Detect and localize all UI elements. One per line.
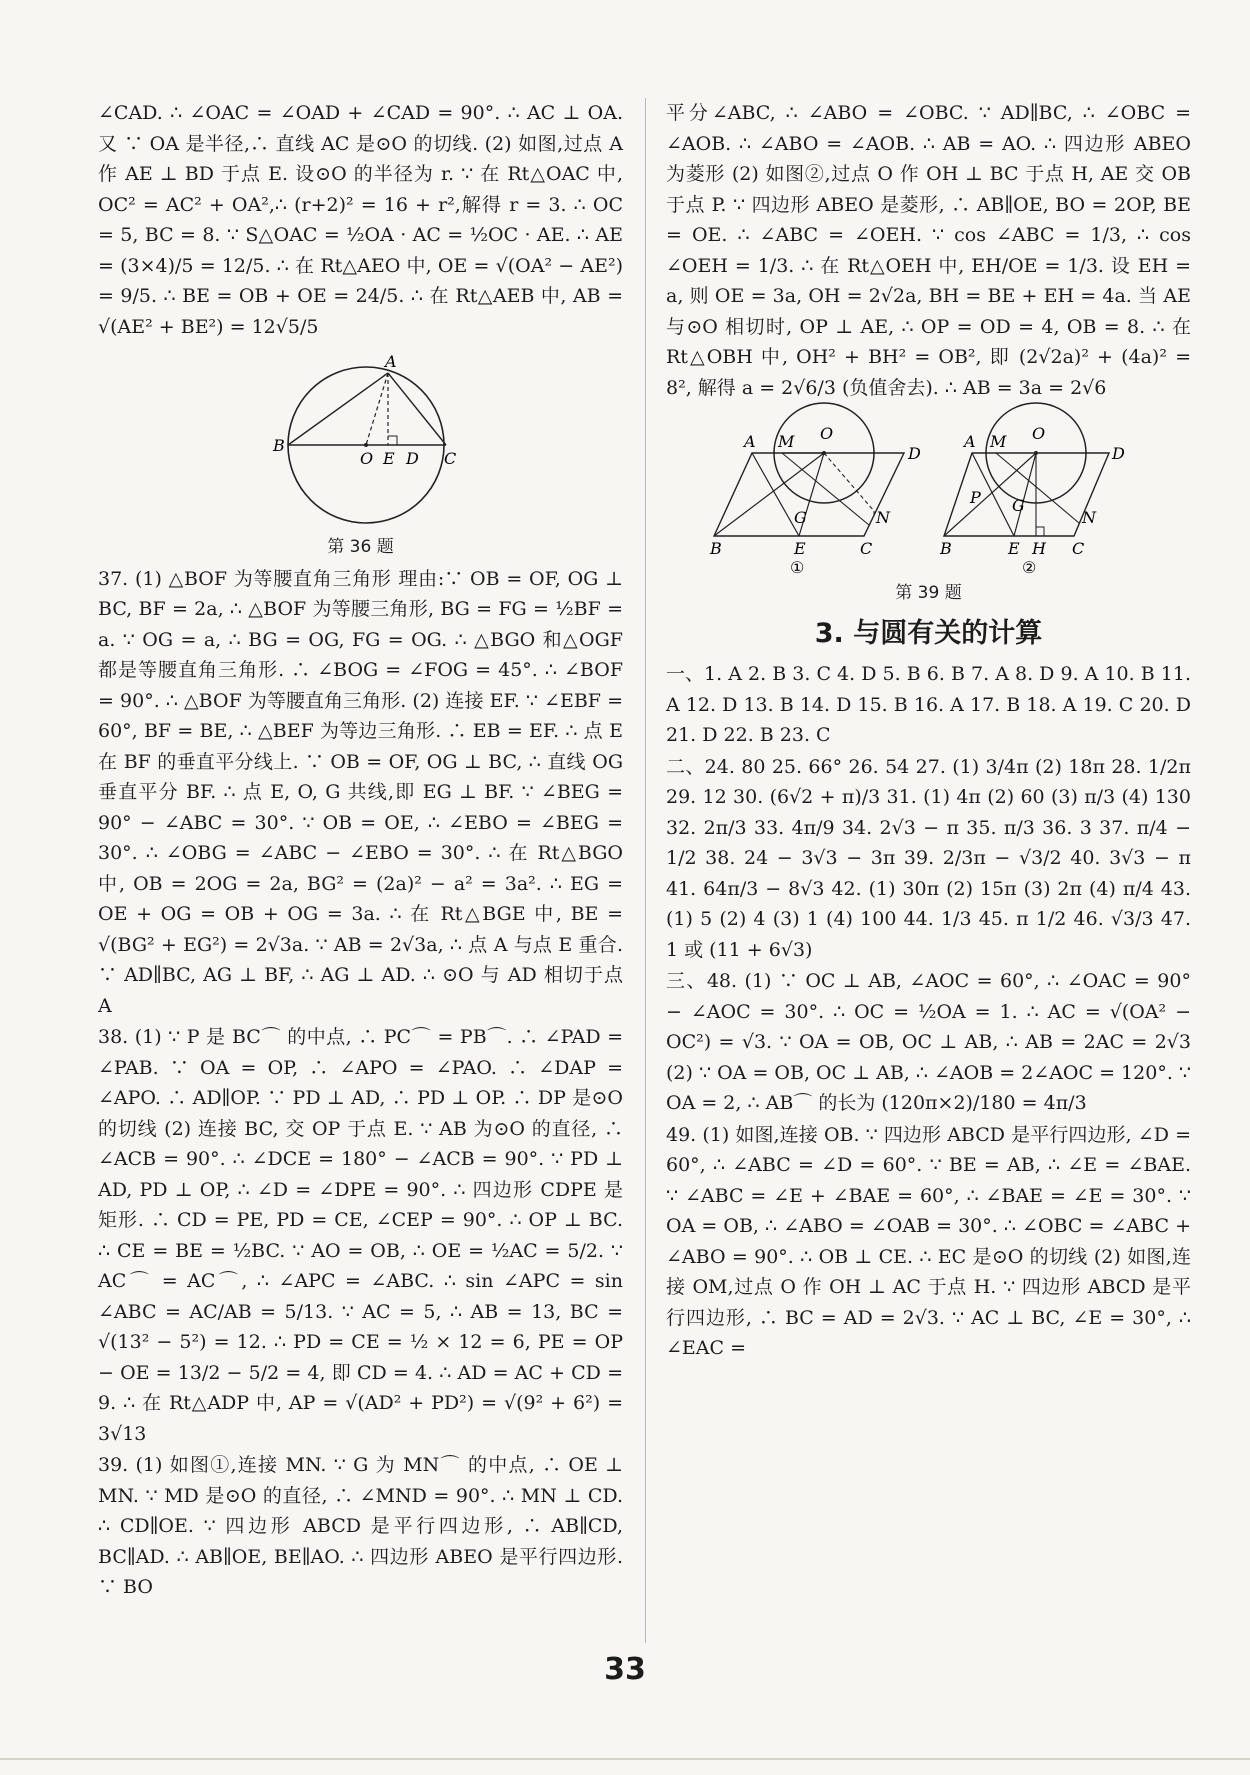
fig39-2-label-E: E [1007,539,1020,558]
fig39-1-label-G: G [793,508,807,527]
fig39-part-2-number: ② [1021,558,1036,577]
fig36-label-O: O [359,449,373,468]
fig39-1-label-E: E [793,539,806,558]
page-number: 33 [604,1652,646,1687]
column-divider [645,98,646,1643]
fig36-label-B: B [272,436,285,455]
answers-multiple-choice: 一、1. A 2. B 3. C 4. D 5. B 6. B 7. A 8. D 9. A 10. B 11. A 12. D 13. B 14. D 15. B 16. A 17. B 18. A 19. C 20. D 21. D 22. B 23. C [666,663,1191,746]
fig39-1-label-M: M [777,432,794,451]
section-title: 3. 与圆有关的计算 [814,617,1043,649]
fig36-label-E: E [382,449,395,468]
fig39-2-label-C: C [1071,539,1084,558]
figure-39-caption: 第 39 题 [895,583,962,603]
figure-36-caption: 第 36 题 [327,537,394,557]
fig39-1-label-D: D [907,444,921,463]
fig39-1-label-C: C [859,539,872,558]
right-column [666,98,1191,1365]
fig36-label-C: C [443,449,456,468]
figure-36-diagram [246,350,476,530]
fig39-2-label-O: O [1031,424,1045,443]
fig39-1-label-N: N [875,508,890,527]
answer-49-text: 49. (1) 如图,连接 OB. ∵ 四边形 ABCD 是平行四边形, ∠D = 60°, ∴ ∠ABC = ∠D = 60°. ∵ BE = AB, ∴ ∠E = ∠BAE. ∵ ∠ABC = ∠E + ∠BAE = 60°, ∴ ∠BAE = ∠E = 30°. ∵ OA = OB, ∴ ∠ABO = ∠OAB = 30°. ∴ ∠OBC = ∠ABC + ∠ABO = 90°. ∴ OB ⊥ CE. ∴ EC 是⊙O 的切线 (2) 如图,连接 OM,过点 O 作 OH ⊥ AC 于点 H. ∵ 四边形 ABCD 是平行四边形, ∴ BC = AD = 2√3. ∵ AC ⊥ BC, ∠E = 30°, ∴ ∠EAC = [666,1123,1191,1359]
fig39-part-1-number: ① [789,558,804,577]
left-column [98,98,623,1604]
answer-48-text: 三、48. (1) ∵ OC ⊥ AB, ∠AOC = 60°, ∴ ∠OAC = 90° − ∠AOC = 30°. ∴ OC = ½OA = 1. ∴ AC = √(OA² − OC²) = √3. ∵ OA = OB, OC ⊥ AB, ∴ AB = 2AC = 2√3 (2) ∵ OA = OB, OC ⊥ AB, ∴ ∠AOB = 2∠AOC = 120°. ∵ OA = 2, ∴ AB⌒ 的长为 (120π×2)/180 = 4π/3 [666,970,1191,1114]
fig39-2-label-D: D [1111,444,1125,463]
fig39-2-label-N: N [1081,508,1096,527]
fig39-2-label-B: B [939,539,952,558]
fig39-1-label-B: B [709,539,722,558]
fig39-1-label-A: A [743,432,756,451]
fig39-2-label-P: P [969,488,981,507]
fig36-label-A: A [384,352,397,371]
fig39-2-label-H: H [1031,539,1046,558]
answer-38-text: 38. (1) ∵ P 是 BC⌒ 的中点, ∴ PC⌒ = PB⌒. ∴ ∠PAD = ∠PAB. ∵ OA = OP, ∴ ∠APO = ∠PAO. ∴ ∠DAP = ∠APO. ∴ AD∥OP. ∵ PD ⊥ AD, ∴ PD ⊥ OP. ∴ DP 是⊙O 的切线 (2) 连接 BC, 交 OP 于点 E. ∵ AB 为⊙O 的直径, ∴ ∠ACB = 90°. ∴ ∠DCE = 180° − ∠ACB = 90°. ∵ PD ⊥ AD, PD ⊥ OP, ∴ ∠D = ∠DPE = 90°. ∴ 四边形 CDPE 是矩形. ∴ CD = PE, PD = CE, ∠CEP = 90°. ∴ OP ⊥ BC. ∴ CE = BE = ½BC. ∵ AO = OB, ∴ OE = ½AC = 5/2. ∵ AC⌒ = AC⌒, ∴ ∠APC = ∠ABC. ∴ sin ∠APC = sin ∠ABC = AC/AB = 5/13. ∵ AC = 5, ∴ AB = 13, BC = √(13² − 5²) = 12. ∴ PD = CE = ½ × 12 = 6, PE = OP − OE = 13/2 − 5/2 = 4, 即 CD = 4. ∴ AD = AC + CD = 9. ∴ 在 Rt△ADP 中, AP = √(AD² + PD²) = √(9² + 6²) = 3√13 [98,1026,623,1445]
fig39-1-label-O: O [819,424,833,443]
fig39-2-label-G: G [1011,496,1025,515]
answer-37-text: 37. (1) △BOF 为等腰直角三角形 理由:∵ OB = OF, OG ⊥ BC, BF = 2a, ∴ △BOF 为等腰三角形, BG = FG = ½BF = a. ∵ OG = a, ∴ BG = OG, FG = OG. ∴ △BGO 和△OGF 都是等腰直角三角形. ∴ ∠BOG = ∠FOG = 45°. ∴ ∠BOF = 90°. ∴ △BOF 为等腰直角三角形. (2) 连接 EF. ∵ ∠EBF = 60°, BF = BE, ∴ △BEF 为等边三角形. ∴ EB = EF. ∴ 点 E 在 BF 的垂直平分线上. ∵ OB = OF, OG ⊥ BC, ∴ 直线 OG 垂直平分 BF. ∴ 点 E, O, G 共线,即 EG ⊥ BF. ∵ ∠BEG = 90° − ∠ABC = 30°. ∵ OB = OE, ∴ ∠EBO = ∠BEG = 30°. ∴ ∠OBG = ∠ABC − ∠EBO = 30°. ∴ 在 Rt△BGO 中, OB = 2OG = 2a, BG² = (2a)² − a² = 3a². ∴ EG = OE + OG = OB + OG = 3a. ∴ 在 Rt△BGE 中, BE = √(BG² + EG²) = 2√3a. ∵ AB = 2√3a, ∴ 点 A 与点 E 重合. ∵ AD∥BC, AG ⊥ BF, ∴ AG ⊥ AD. ∴ ⊙O 与 AD 相切于点 A [98,567,623,1017]
fig39-2-label-M: M [989,432,1006,451]
fig39-2-label-A: A [963,432,976,451]
answer-36-text: ∠CAD. ∴ ∠OAC = ∠OAD + ∠CAD = 90°. ∴ AC ⊥ OA. 又 ∵ OA 是半径,∴ 直线 AC 是⊙O 的切线. (2) 如图,过点 A 作 AE ⊥ BD 于点 E. 设⊙O 的半径为 r. ∵ 在 Rt△OAC 中, OC² = AC² + OA²,∴ (r+2)² = 16 + r²,解得 r = 3. ∴ OC = 5, BC = 8. ∵ S△OAC = ½OA · AC = ½OC · AE. ∴ AE = (3×4)/5 = 12/5. ∴ 在 Rt△AEO 中, OE = √(OA² − AE²) = 9/5. ∴ BE = OB + OE = 24/5. ∴ 在 Rt△AEB 中, AB = √(AE² + BE²) = 12√5/5 [98,102,623,338]
fig36-label-D: D [405,449,419,468]
bottom-rule [0,1758,1250,1760]
figure-39-part-2 [939,403,1125,577]
figure-39-part-1 [709,403,921,577]
figure-39-diagram [709,411,1144,577]
answers-fill-in: 二、24. 80 25. 66° 26. 54 27. (1) 3/4π (2) 18π 28. 1/2π 29. 12 30. (6√2 + π)/3 31. (1) 4π (2) 60 (3) π/3 (4) 130 32. 2π/3 33. 4π/9 34. 2√3 − π 35. π/3 36. 3 37. π/4 − 1/2 38. 24 − 3√3 − 3π 39. 2/3π − √3/2 40. 3√3 − π 41. 64π/3 − 8√3 42. (1) 30π (2) 15π (3) 2π (4) π/4 43. (1) 5 (2) 4 (3) 1 (4) 100 44. 1/3 45. π 1/2 46. √3/3 47. 1 或 (11 + 6√3) [666,755,1191,961]
answer-39-continued-text: 平分∠ABC, ∴ ∠ABO = ∠OBC. ∵ AD∥BC, ∴ ∠OBC = ∠AOB. ∴ ∠ABO = ∠AOB. ∴ AB = AO. ∴ 四边形 ABEO 为菱形 (2) 如图②,过点 O 作 OH ⊥ BC 于点 H, AE 交 OB 于点 P. ∵ 四边形 ABEO 是菱形, ∴ AB∥OE, BO = 2OP, BE = OE. ∴ ∠ABC = ∠OEH. ∵ cos ∠ABC = 1/3, ∴ cos ∠OEH = 1/3. ∴ 在 Rt△OEH 中, EH/OE = 1/3. 设 EH = a, 则 OE = 3a, OH = 2√2a, BH = BE + EH = 4a. 当 AE 与⊙O 相切时, OP ⊥ AE, ∴ OP = OD = 4, OB = 8. ∴ 在 Rt△OBH 中, OH² + BH² = OB², 即 (2√2a)² + (4a)² = 8², 解得 a = 2√6/3 (负值舍去). ∴ AB = 3a = 2√6 [666,102,1191,399]
answer-39-text: 39. (1) 如图①,连接 MN. ∵ G 为 MN⌒ 的中点, ∴ OE ⊥ MN. ∵ MD 是⊙O 的直径, ∴ ∠MND = 90°. ∴ MN ⊥ CD. ∴ CD∥OE. ∵ 四边形 ABCD 是平行四边形, ∴ AB∥CD, BC∥AD. ∴ AB∥OE, BE∥AO. ∴ 四边形 ABEO 是平行四边形. ∵ BO [98,1454,623,1598]
